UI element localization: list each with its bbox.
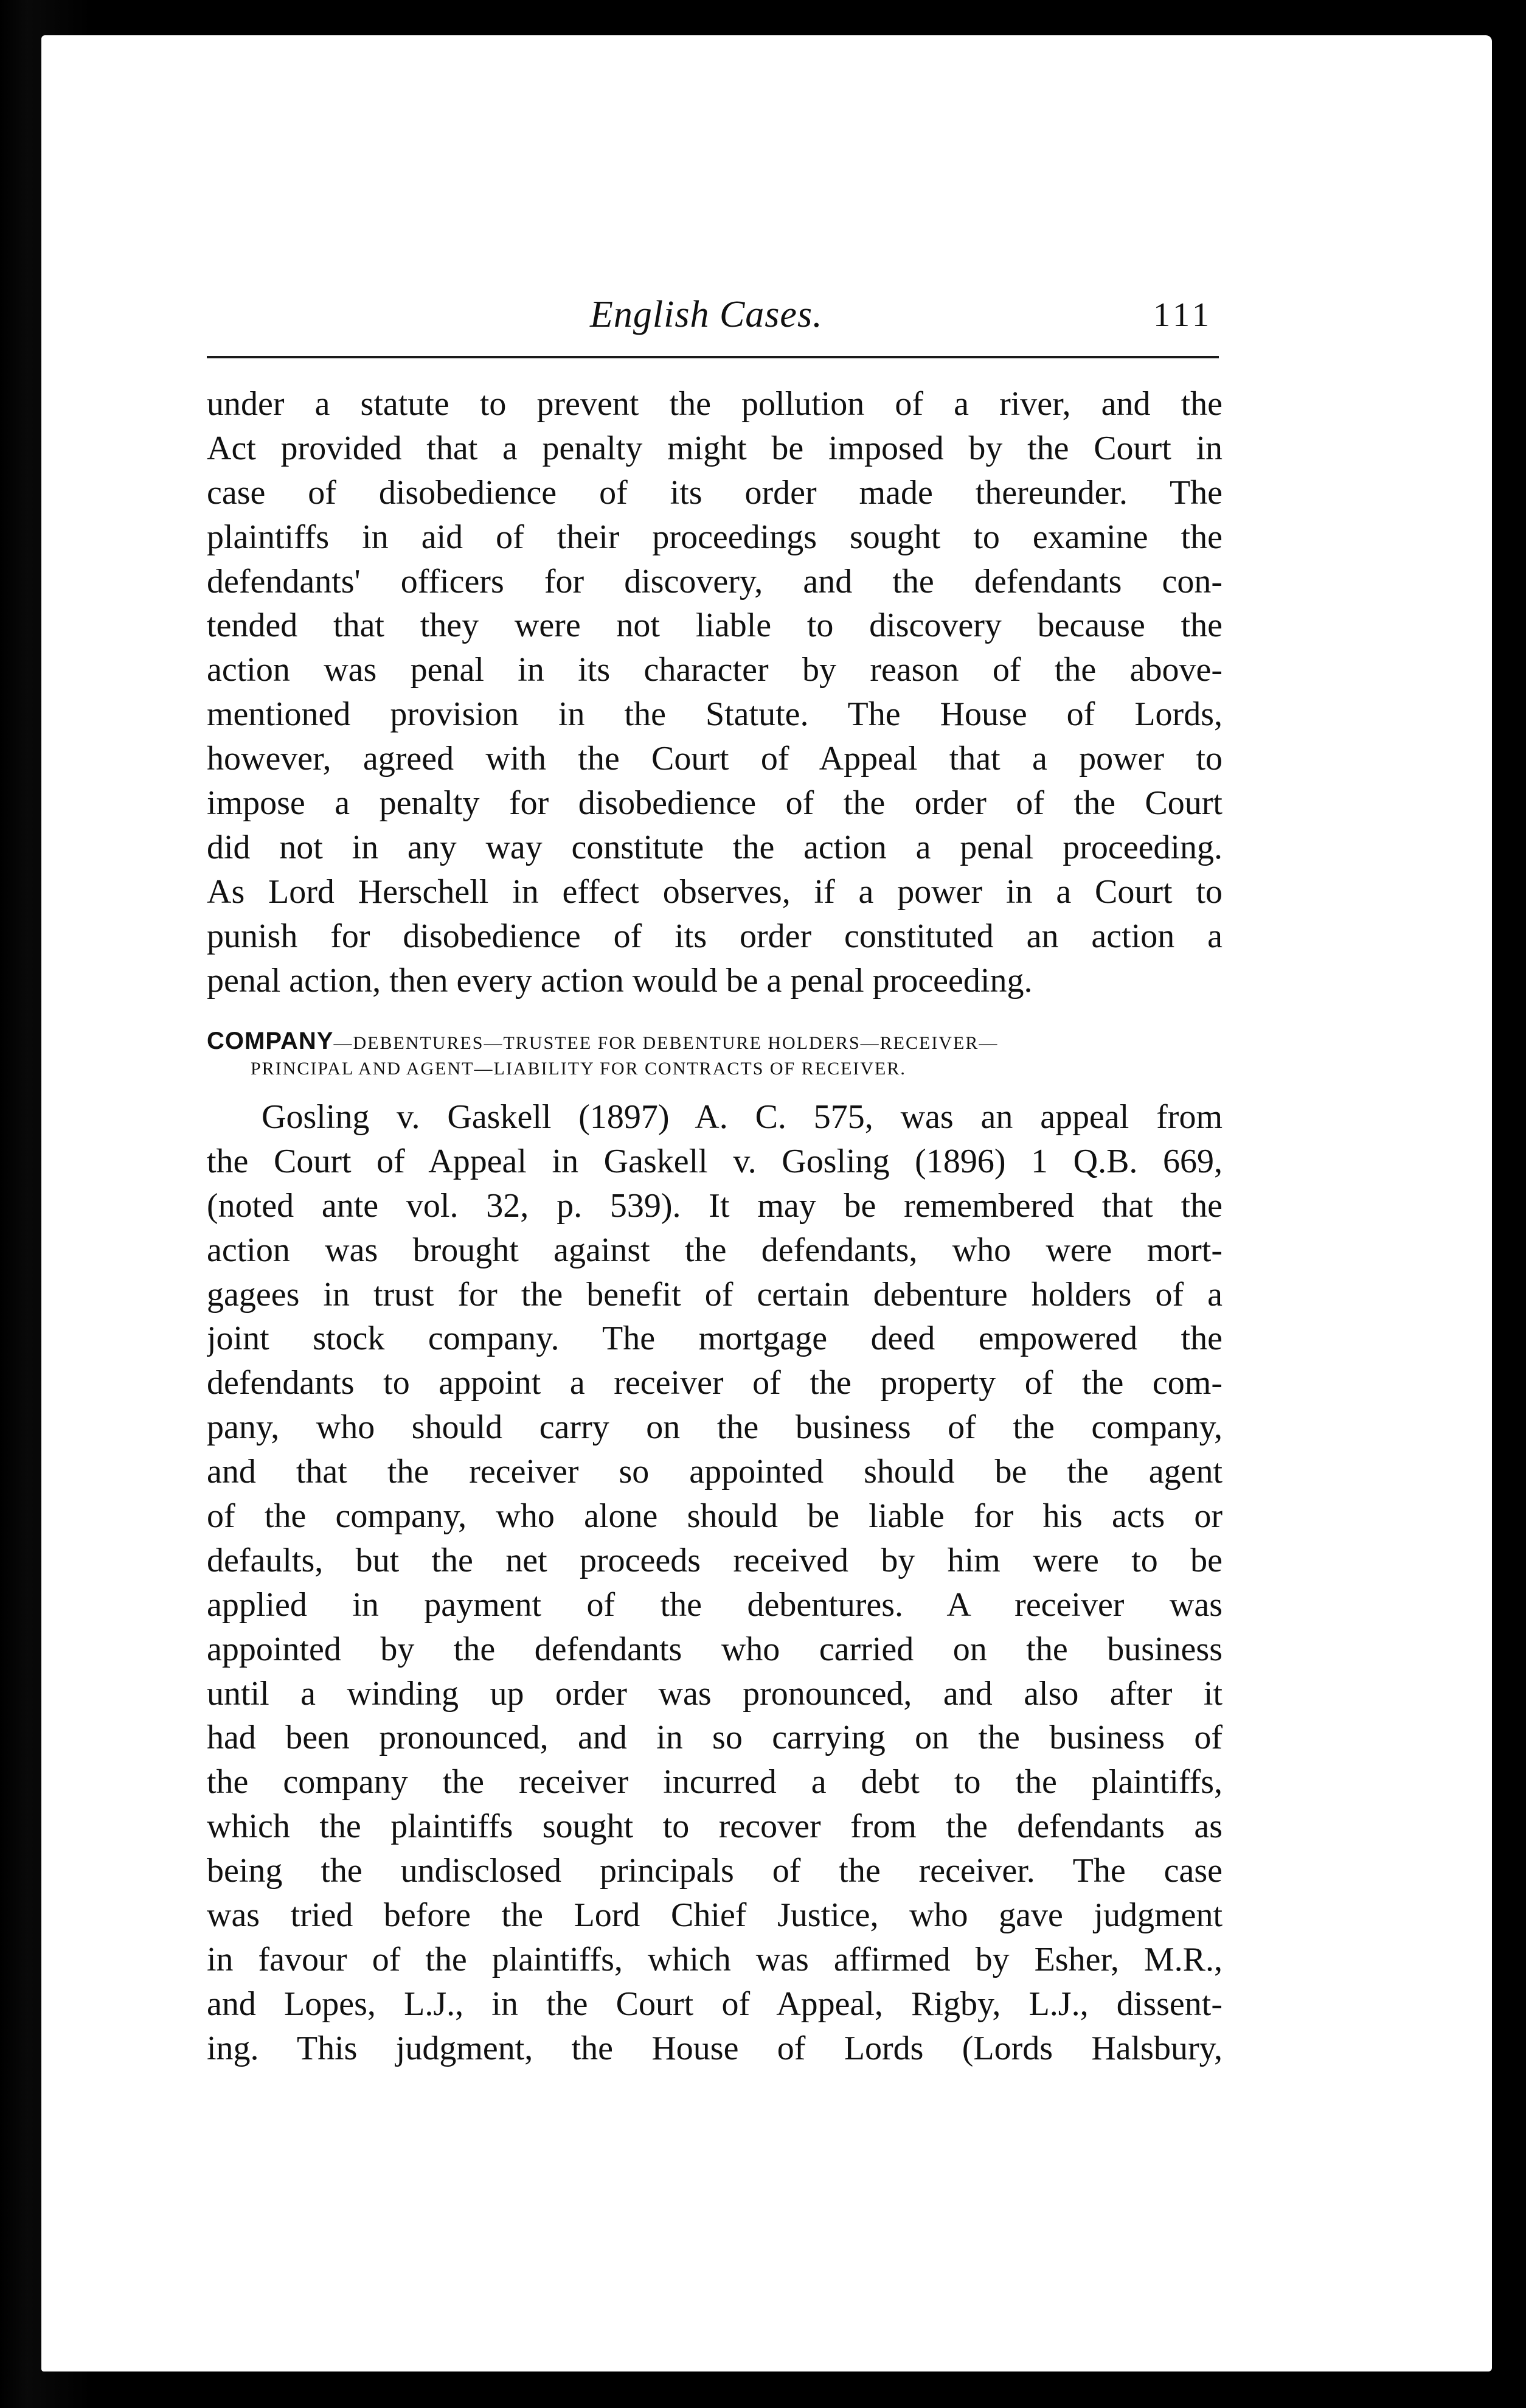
- text-line: Gosling v. Gaskell (1897) A. C. 575, was an appeal from: [262, 1098, 1223, 1136]
- text-line: case of disobedience of its order made thereunder. The: [207, 473, 1223, 512]
- text-line: and that the receiver so appointed should be the agent: [207, 1453, 1223, 1491]
- text-line: gagees in trust for the benefit of certain debenture holders of a: [207, 1275, 1223, 1314]
- text-line: punish for disobedience of its order constituted an action a: [207, 917, 1223, 955]
- text-line: impose a penalty for disobedience of the order of the Court: [207, 784, 1223, 823]
- paragraph-gosling-v-gaskell: [207, 1095, 1223, 2071]
- text-line: the company the receiver incurred a debt to the plaintiffs,: [207, 1763, 1223, 1801]
- text-line: under a statute to prevent the pollution of a river, and the: [207, 385, 1223, 423]
- text-line: penal action, then every action would be a penal proceeding.: [207, 961, 1033, 1000]
- text-line: As Lord Herschell in effect observes, if a power in a Court to: [207, 872, 1223, 911]
- section-heading-line-1: [207, 1027, 1223, 1055]
- text-line: the Court of Appeal in Gaskell v. Gosling (1896) 1 Q.B. 669,: [207, 1142, 1223, 1180]
- text-line: joint stock company. The mortgage deed empowered the: [207, 1320, 1223, 1358]
- text-line: plaintiffs in aid of their proceedings sought to examine the: [207, 518, 1223, 556]
- section-keyword: COMPANY: [207, 1028, 334, 1054]
- text-line: until a winding up order was pronounced, and also after it: [207, 1674, 1223, 1713]
- text-line: action was penal in its character by reason of the above-: [207, 651, 1223, 689]
- text-line: pany, who should carry on the business of the company,: [207, 1408, 1223, 1447]
- text-line: of the company, who alone should be liable for his acts or: [207, 1497, 1223, 1536]
- text-line: (noted ante vol. 32, p. 539). It may be remembered that the: [207, 1186, 1223, 1225]
- text-line: Act provided that a penalty might be imposed by the Court in: [207, 429, 1223, 467]
- text-line: and Lopes, L.J., in the Court of Appeal, Rigby, L.J., dissent-: [207, 1985, 1223, 2023]
- text-line: ing. This judgment, the House of Lords (Lords Halsbury,: [207, 2029, 1223, 2067]
- text-line: had been pronounced, and in so carrying on the business of: [207, 1719, 1223, 1757]
- text-line: defendants to appoint a receiver of the property of the com-: [207, 1364, 1223, 1402]
- text-line: defaults, but the net proceeds received by him were to be: [207, 1541, 1223, 1579]
- text-line: appointed by the defendants who carried on the business: [207, 1630, 1223, 1668]
- text-line: action was brought against the defendants, who were mort-: [207, 1231, 1223, 1269]
- running-title: English Cases.: [590, 294, 823, 335]
- paragraph-continuation: [207, 382, 1223, 1003]
- text-line: defendants' officers for discovery, and the defendants con-: [207, 562, 1223, 600]
- text-line: however, agreed with the Court of Appeal that a power to: [207, 740, 1223, 778]
- text-line: being the undisclosed principals of the receiver. The case: [207, 1852, 1223, 1890]
- running-header: [207, 293, 1219, 354]
- text-line: tended that they were not liable to discovery because the: [207, 607, 1223, 645]
- text-line: in favour of the plaintiffs, which was affirmed by Esher, M.R.,: [207, 1940, 1223, 1978]
- text-line: which the plaintiffs sought to recover from the defendants as: [207, 1808, 1223, 1846]
- section-heading: [207, 1027, 1223, 1083]
- header-rule: [207, 356, 1219, 358]
- text-line: did not in any way constitute the action a penal proceeding.: [207, 828, 1223, 866]
- section-subject-1: —DEBENTURES—TRUSTEE FOR DEBENTURE HOLDERS—RECEIVER—: [333, 1033, 999, 1053]
- text-line: mentioned provision in the Statute. The House of Lords,: [207, 695, 1223, 734]
- section-heading-line-2: [207, 1055, 1223, 1083]
- text-line: applied in payment of the debentures. A receiver was: [207, 1585, 1223, 1624]
- section-subject-2: PRINCIPAL AND AGENT—LIABILITY FOR CONTRACTS OF RECEIVER.: [251, 1059, 906, 1079]
- text-line: was tried before the Lord Chief Justice, who gave judgment: [207, 1896, 1223, 1935]
- page-number: 111: [1153, 296, 1213, 334]
